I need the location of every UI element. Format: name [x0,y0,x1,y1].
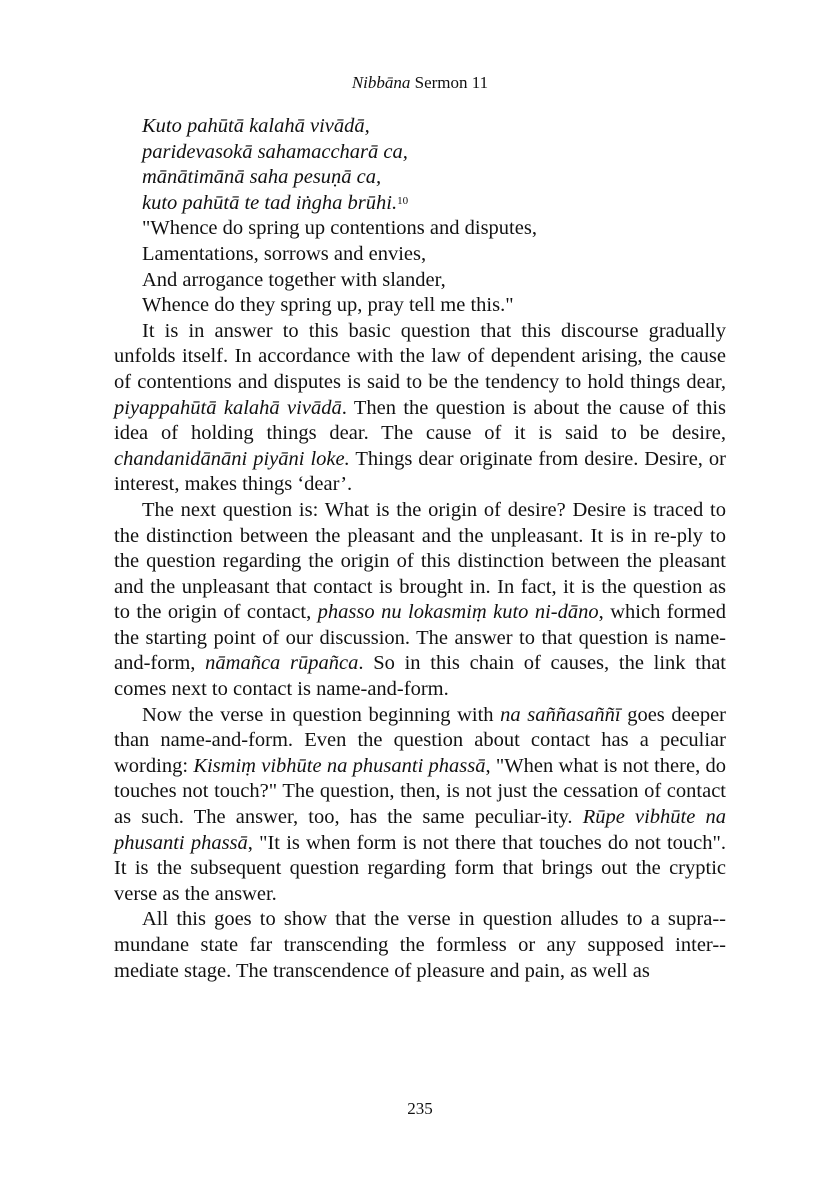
paragraph-3 [114,703,726,908]
text-run: Things dear originate from desire. Desire, or interest, makes things ‘dear’. [114,447,726,496]
pali-term: Kismiṃ vibhūte na phusanti phassā [193,754,486,777]
english-verse-line: Lamentations, sorrows and envies, [142,242,427,265]
pali-verse-line: mānātimānā saha pesuṇā ca, [142,166,382,189]
text-run: . Then the question is about the cause of this idea of holding things dear. The cause of it is said to be desire, [114,396,726,445]
english-verse-line: "Whence do spring up contentions and disputes, [142,217,537,240]
text-run: goes deeper than name-and-form. Even the question about contact has a peculiar wording: [114,703,726,777]
pali-verse-line-last [114,191,726,217]
pali-term: chandanidānāni piyāni loke. [114,447,350,470]
header-title-rest: Sermon 11 [410,73,489,92]
pali-term: phasso nu lokasmiṃ kuto ni-dāno [317,601,599,624]
text-run: , "It is when form is not there that touches do not touch". It is the subsequent question regarding form that brings out the cryptic verse as the answer. [114,831,727,905]
text-run: All this goes to show that the verse in question alludes to a supra-mundane state far transcending the formless or any supposed inter-mediate stage. The transcendence of pleasure and pain, as well as [114,908,726,982]
text-run: The next question is: What is the origin of desire? Desire is traced to the distinction between the pleasant and the unpleasant. It is in re-ply to the question regarding the origin of this distinction between the pleasant and the unpleasant that contact is brought in. In fact, it is the question as to the origin of contact, [114,498,726,624]
paragraph-4 [114,907,726,984]
text-run: , "When what is not there, do touches not touch?" The question, then, is not just the cessation of contact as such. The answer, too, has the same peculiar-ity. [114,754,726,829]
header-title-italic: Nibbāna [351,73,411,92]
english-verse-line: And arrogance together with slander, [142,268,446,291]
english-verse [114,216,726,318]
paragraph-2 [114,498,726,703]
pali-verse-line: paridevasokā sahamaccharā ca, [142,140,408,163]
text-run: . So in this chain of causes, the link that comes next to contact is name-and-form. [114,652,727,701]
text-run: It is in answer to this basic question that this discourse gradually unfolds itself. In accordance with the law of dependent arising, the cause of contentions and disputes is said to be the tendency to hold things dear, [114,319,726,393]
page-number: 235 [407,1099,433,1118]
pali-term: nāmañca rūpañca [205,652,359,675]
text-run: Now the verse in question beginning with [142,703,501,726]
footnote-marker: 10 [397,194,409,207]
pali-verse-line: Kuto pahūtā kalahā vivādā, [142,115,370,137]
paragraph-1 [114,319,726,498]
pali-verse-line-text: kuto pahūtā te tad iṅgha brūhi. [142,191,398,214]
pali-term: na saññasaññī [500,703,621,726]
text-run: , which formed the starting point of our discussion. The answer to that question is name-and-form, [114,601,726,675]
pali-term: Rūpe vibhūte na phusanti phassā [114,806,726,854]
english-verse-line: Whence do they spring up, pray tell me this." [142,294,514,317]
page-body [114,114,726,984]
pali-verse [114,114,726,216]
pali-term: piyappahūtā kalahā vivādā [114,396,342,419]
running-header [0,71,840,95]
